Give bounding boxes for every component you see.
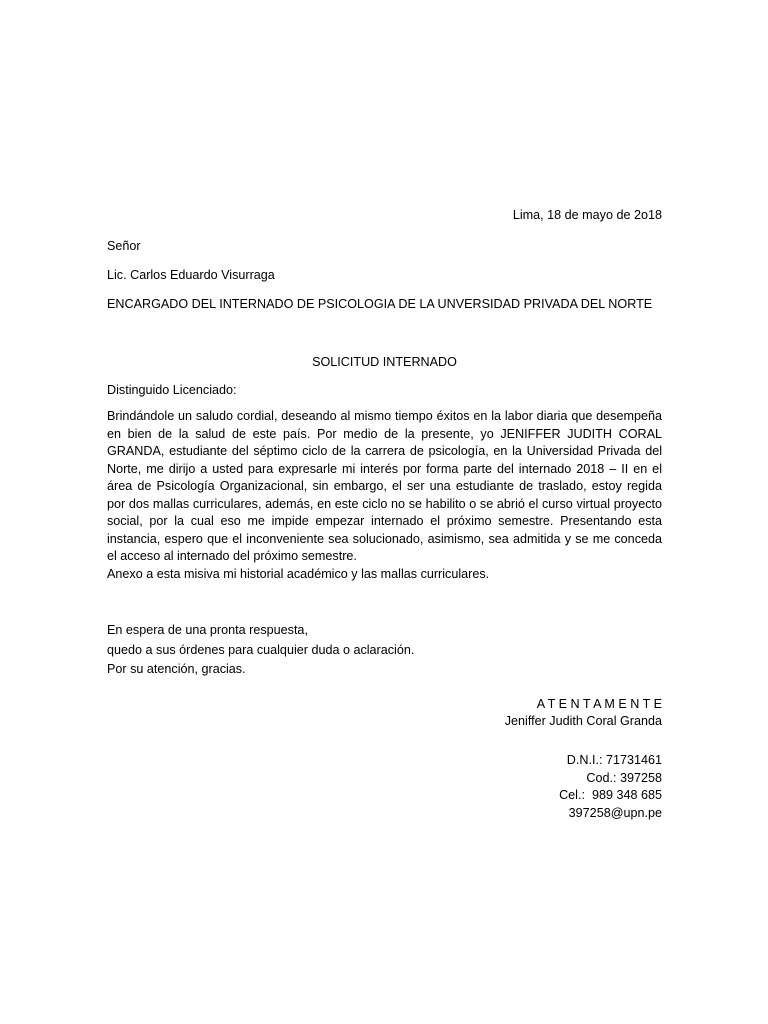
closing-block (107, 621, 414, 680)
recipient-role: ENCARGADO DEL INTERNADO DE PSICOLOGIA DE LA UNVERSIDAD PRIVADA DEL NORTE (107, 297, 653, 311)
contact-email: 397258@upn.pe (568, 805, 662, 820)
closing-line: quedo a sus órdenes para cualquier duda o aclaración. (107, 642, 415, 657)
letter-subject: SOLICITUD INTERNADO (312, 355, 457, 369)
contact-cel: Cel.: 989 348 685 (559, 788, 662, 802)
signer-name: Jeniffer Judith Coral Granda (504, 714, 662, 728)
signoff: A T E N T A M E N T E (536, 697, 662, 711)
letter-greeting: Distinguido Licenciado: (107, 383, 237, 397)
salutation-title: Señor (107, 239, 141, 253)
closing-line: Por su atención, gracias. (107, 662, 246, 676)
recipient-name: Lic. Carlos Eduardo Visurraga (107, 268, 275, 282)
contact-block (559, 752, 662, 822)
contact-cod: Cod.: 397258 (586, 770, 662, 785)
contact-dni: D.N.I.: 71731461 (566, 753, 662, 767)
letter-date: Lima, 18 de mayo de 2o18 (512, 208, 662, 222)
letter-body (107, 408, 662, 583)
signature-block (505, 696, 662, 730)
closing-line: En espera de una pronta respuesta, (107, 623, 308, 637)
body-paragraph-annex: Anexo a esta misiva mi historial académico y las mallas curriculares. (107, 566, 490, 581)
body-paragraph-main: Brindándole un saludo cordial, deseando al mismo tiempo éxitos en la labor diaria que desempeña en bien de la salud de este país. Por medio de la presente, yo JENIFFER JUDITH CORAL GRANDA, estudiante del séptimo ciclo de la carrera de psicología, en la Universidad Privada del Norte, me dirijo a usted para expresarle mi interés por forma parte del internado 2018 – II en el área de Psicología Organizacional, sin embargo, el ser una estudiante de traslado, estoy regida por dos mallas curriculares, además, en este ciclo no se habilito o se abrió el curso virtual proyecto social, por la cual eso me impide empezar internado el próximo semestre. Presentando esta instancia, espero que el inconveniente sea solucionado, asimismo, sea admitida y se me conceda el acceso al internado del próximo semestre. (107, 409, 662, 563)
